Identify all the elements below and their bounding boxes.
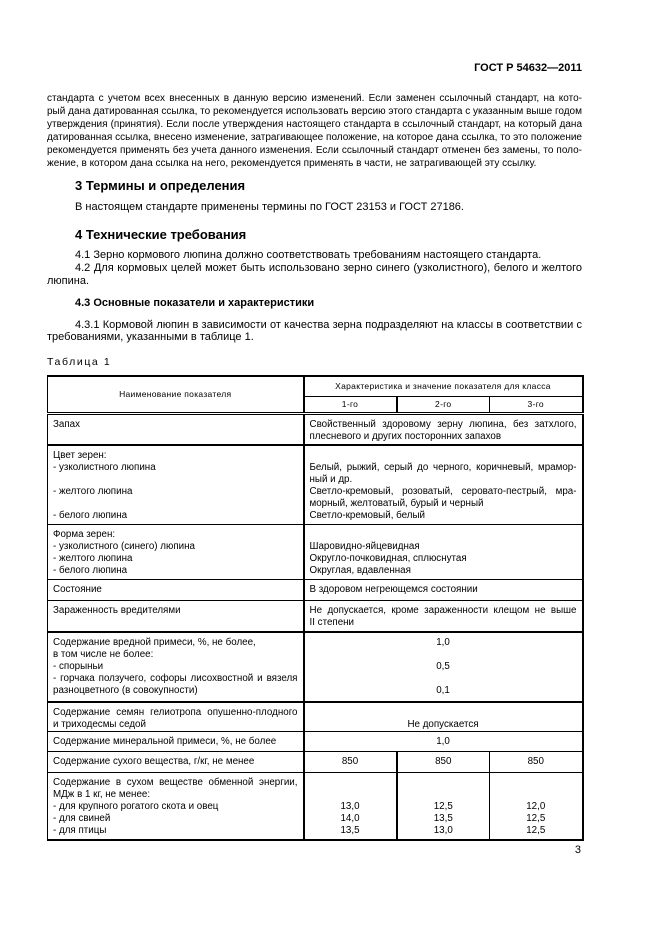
indicator-text: - белого люпина (53, 564, 128, 576)
value-text: II степени (309, 616, 355, 628)
indicator-text: Цвет зерен: (53, 450, 107, 461)
requirements-table (47, 375, 584, 841)
value-text: Белый, рыжий, серый до черного, коричневый, мрамор- (309, 462, 577, 473)
indicator-text: - желтого люпина (53, 486, 133, 497)
table-row (48, 732, 583, 752)
class-1-value-cell (304, 773, 397, 840)
indicator-text: - горчака ползучего, софоры лисохвостной и вязеля (53, 673, 298, 684)
class-3-value-cell (490, 773, 583, 840)
paragraph-line: рый дана датированная ссылка, то рекомендуется использовать версию этого стандарта с указанным выше годом (47, 105, 582, 117)
class-1-value-cell (304, 752, 397, 773)
value-text (310, 777, 391, 789)
indicator-text (53, 498, 298, 510)
value-text (310, 789, 391, 801)
section-3-heading: 3 Термины и определения (75, 178, 246, 193)
indicator-text: - узколистного (синего) люпина (53, 540, 195, 552)
indicator-text: разноцветного (в совокупности) (53, 685, 198, 696)
indicator-text: Состояние (53, 583, 102, 595)
class-3-value-cell (490, 752, 583, 773)
indicator-text: Содержание сухого вещества, г/кг, не менее (53, 756, 255, 767)
value-text: 14,0 (340, 813, 360, 824)
paragraph-line: рекомендуется применять без учета данного изменения. Если ссылочный стандарт отменен без замены, то поло- (47, 144, 582, 156)
value-text: Светло-кремовый, белый (309, 510, 425, 521)
indicator-text: - узколистного люпина (53, 462, 156, 473)
value-text: Не допускается (407, 719, 479, 730)
indicator-text: - желтого люпина (53, 552, 133, 564)
value-text: Шаровидно-яйцевидная (309, 540, 420, 552)
section-4-heading: 4 Технические требования (75, 227, 247, 242)
value-text: 0,1 (436, 685, 450, 696)
header-class-3: 3-го (490, 396, 583, 413)
value-text: морный, желтоватый, бурый и черный (309, 498, 484, 509)
indicator-cell (48, 413, 304, 445)
paragraph-line: жение, в котором дана ссылка на него, рекомендуется применять в части, не затрагивающей эту ссылку. (47, 157, 537, 169)
indicator-text (53, 474, 298, 486)
table-header-row (48, 376, 583, 396)
table-row (48, 773, 583, 840)
value-text (310, 649, 577, 661)
indicator-text: - белого люпина (53, 510, 128, 521)
table-row (48, 632, 583, 702)
value-cell (304, 600, 583, 632)
value-text (403, 789, 485, 801)
indicator-cell (48, 752, 304, 773)
indicator-cell (48, 732, 304, 752)
table-row (48, 702, 583, 732)
class-2-value-cell (397, 773, 490, 840)
value-cell (304, 732, 583, 752)
value-text: ный и др. (309, 474, 353, 485)
header-class-group: Характеристика и значение показателя для класса (304, 376, 583, 396)
intro-paragraph (47, 92, 582, 170)
header-class-2: 2-го (397, 396, 490, 413)
paragraph-line: утверждения (принятия). Если после утверждения настоящего стандарта в ссылочный стандарт, на который дана (47, 118, 582, 130)
indicator-cell (48, 632, 304, 702)
value-cell (304, 632, 583, 702)
paragraph-line: стандарта с учетом всех внесенных в данную версию изменений. Если заменен ссылочный стандарт, на кото- (47, 92, 582, 104)
document-header: ГОСТ Р 54632—2011 (474, 62, 582, 74)
clause-4-1: 4.1 Зерно кормового люпина должно соответствовать требованиям настоящего стандарта. (75, 248, 542, 261)
value-text: 850 (341, 756, 359, 767)
indicator-text: и триходесмы седой (53, 719, 146, 730)
indicator-text: - для крупного рогатого скота и овец (53, 801, 219, 812)
table-row (48, 600, 583, 632)
value-text (495, 777, 577, 789)
value-text: Округлая, вдавленная (309, 564, 411, 576)
header-class-1: 1-го (304, 396, 397, 413)
value-text: 12,5 (526, 825, 546, 836)
value-cell (304, 524, 583, 579)
value-text: 1,0 (436, 637, 450, 648)
value-text: Не допускается, кроме зараженности клещом не выше (309, 604, 577, 616)
subsection-4-3-heading: 4.3 Основные показатели и характеристики (75, 297, 315, 309)
indicator-text: Форма зерен: (53, 528, 116, 540)
value-text (495, 789, 577, 801)
value-text: 12,0 (526, 801, 546, 812)
indicator-text: Запах (53, 418, 81, 430)
value-text: 13,0 (340, 801, 360, 812)
clause-4-3-1-line: 4.3.1 Кормовой люпин в зависимости от качества зерна подразделяют на классы в соответствии с (75, 318, 582, 331)
table-row (48, 524, 583, 579)
value-text: 13,5 (433, 813, 453, 824)
table-row (48, 445, 583, 524)
section-4-paragraphs (47, 249, 582, 288)
value-text: Светло-кремовый, розоватый, серовато-пестрый, мра- (309, 486, 577, 497)
indicator-cell (48, 579, 304, 600)
value-text (403, 777, 485, 789)
indicator-text: Содержание вредной примеси, %, не более, (53, 637, 256, 648)
indicator-text: - для свиней (53, 813, 111, 824)
value-text: 850 (527, 756, 544, 767)
value-text: Свойственный здоровому зерну люпина, без затхлого, (309, 418, 577, 430)
table-caption: Таблица 1 (47, 355, 112, 368)
table-row (48, 413, 583, 445)
clause-4-3-1 (47, 319, 582, 344)
indicator-cell (48, 600, 304, 632)
value-text: 0,5 (436, 661, 450, 672)
value-cell (304, 445, 583, 524)
value-text: В здоровом негреющемся состоянии (309, 583, 478, 595)
value-text (310, 707, 577, 719)
value-text: 12,5 (526, 813, 546, 824)
value-text: плесневого и других посторонних запахов (309, 430, 502, 442)
clause-4-3-1-line: требованиями, указанными в таблице 1. (47, 331, 254, 343)
indicator-text: в том числе не более: (53, 649, 154, 660)
class-2-value-cell (397, 752, 490, 773)
table-row (48, 579, 583, 600)
value-text: Округло-почковидная, сплюснутая (309, 552, 467, 564)
value-text: 12,5 (433, 801, 453, 812)
value-text: 1,0 (436, 736, 450, 747)
indicator-cell (48, 524, 304, 579)
header-indicator-name: Наименование показателя (48, 376, 304, 413)
value-cell (304, 579, 583, 600)
indicator-text: МДж в 1 кг, не менее: (53, 789, 151, 800)
value-text: 850 (435, 756, 452, 767)
value-text (310, 529, 577, 541)
indicator-text: Содержание в сухом веществе обменной энергии, (53, 777, 298, 788)
value-text (310, 673, 577, 685)
value-cell (304, 413, 583, 445)
indicator-cell (48, 702, 304, 732)
paragraph-line: датированная ссылка, внесено изменение, затрагивающее положение, на которое дана ссылка, то это положение (47, 131, 582, 143)
clause-4-2-line: люпина. (47, 274, 90, 287)
clause-4-2-line: 4.2 Для кормовых целей может быть использовано зерно синего (узколистного), белого и желтого (75, 261, 582, 274)
indicator-text: Содержание минеральной примеси, %, не более (53, 736, 277, 747)
value-text: 13,5 (340, 825, 360, 836)
table-row (48, 752, 583, 773)
page-number: 3 (574, 843, 581, 856)
indicator-cell (48, 773, 304, 840)
indicator-text: Зараженность вредителями (53, 604, 181, 616)
indicator-cell (48, 445, 304, 524)
value-text (310, 450, 577, 462)
indicator-text: - для птицы (53, 825, 107, 836)
indicator-text: - спорыньи (53, 661, 104, 672)
value-cell (304, 702, 583, 732)
indicator-text: Содержание семян гелиотропа опушенно-плодного (53, 707, 298, 718)
value-text: 13,0 (433, 825, 453, 836)
section-3-text: В настоящем стандарте применены термины по ГОСТ 23153 и ГОСТ 27186. (75, 200, 464, 213)
